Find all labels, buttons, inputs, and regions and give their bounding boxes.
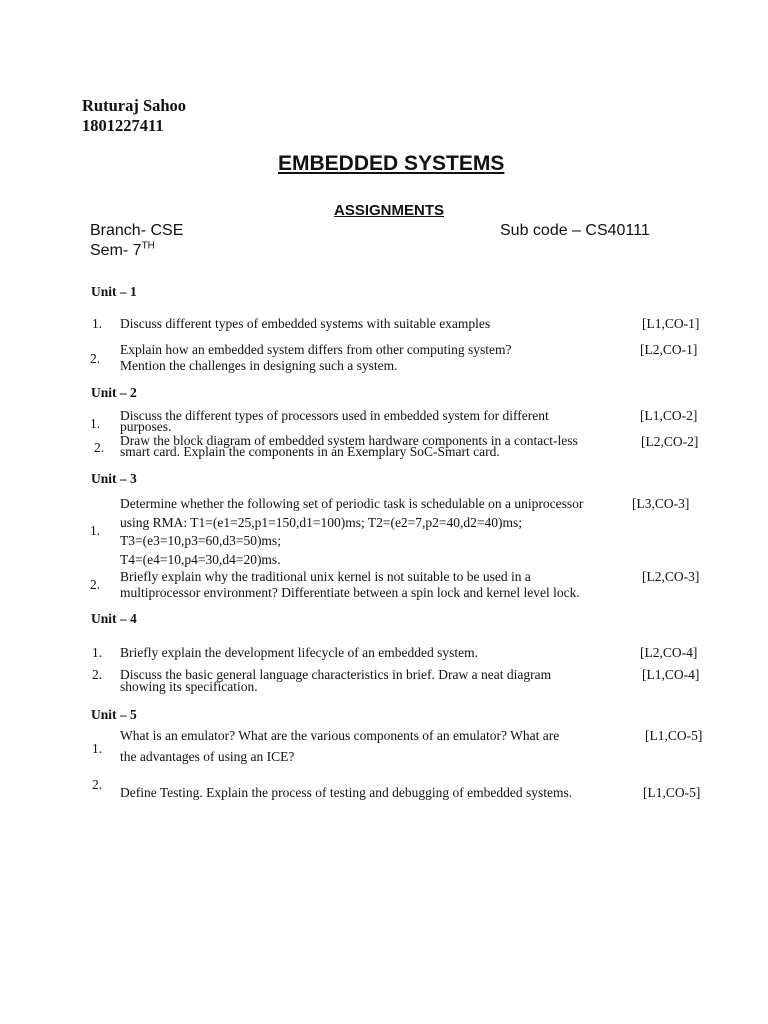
question-tag: [L1,CO-5] [643, 785, 701, 800]
question-text: Draw the block diagram of embedded system hardware components in a contact-less [120, 433, 578, 448]
question-tag: [L1,CO-2] [640, 408, 698, 423]
question-text: purposes. [120, 419, 172, 434]
question-number: 2. [94, 440, 105, 455]
question-tag: [L1,CO-5] [645, 728, 703, 743]
question-number: 2. [90, 351, 101, 366]
question-number: 2. [90, 577, 101, 592]
question-text: Discuss different types of embedded systems with suitable examples [120, 316, 491, 331]
question-tag: [L1,CO-4] [642, 667, 700, 682]
question-text: Briefly explain why the traditional unix kernel is not suitable to be used in a [120, 569, 531, 584]
subject-code: Sub code – CS40111 [500, 222, 650, 239]
question-text: Define Testing. Explain the process of testing and debugging of embedded systems. [120, 785, 573, 800]
unit-heading: Unit – 2 [91, 385, 137, 400]
question-text: multiprocessor environment? Differentiate between a spin lock and kernel level lock. [120, 585, 580, 600]
question-text: T3=(e3=10,p3=60,d3=50)ms; [120, 533, 281, 548]
question-number: 1. [92, 741, 103, 756]
question-number: 1. [92, 645, 103, 660]
question-tag: [L1,CO-1] [642, 316, 700, 331]
question-number: 1. [90, 416, 101, 431]
question-text: the advantages of using an ICE? [120, 749, 295, 764]
question-text: Mention the challenges in designing such a system. [120, 358, 398, 373]
question-tag: [L2,CO-2] [641, 434, 699, 449]
question-text: T4=(e4=10,p4=30,d4=20)ms. [120, 552, 281, 567]
question-text: Determine whether the following set of periodic task is schedulable on a uniprocessor [120, 496, 584, 511]
semester-superscript: TH [141, 240, 155, 252]
document-subtitle: ASSIGNMENTS [334, 202, 445, 219]
question-number: 2. [92, 777, 103, 792]
semester-text: Sem- 7 [90, 242, 142, 259]
question-tag: [L3,CO-3] [632, 496, 690, 511]
question-number: 1. [92, 316, 103, 331]
question-text: using RMA: T1=(e1=25,p1=150,d1=100)ms; T2=(e2=7,p2=40,d2=40)ms; [120, 515, 523, 530]
question-tag: [L2,CO-3] [642, 569, 700, 584]
unit-heading: Unit – 4 [91, 611, 137, 626]
question-tag: [L2,CO-1] [640, 342, 698, 357]
question-number: 1. [90, 523, 101, 538]
question-text: Discuss the different types of processors used in embedded system for different [120, 408, 549, 423]
unit-heading: Unit – 1 [91, 284, 137, 299]
question-text: smart card. Explain the components in an Exemplary SoC-Smart card. [120, 444, 500, 459]
document-title: EMBEDDED SYSTEMS [278, 152, 505, 175]
branch-label: Branch- CSE [90, 222, 184, 239]
question-text: Discuss the basic general language characteristics in brief. Draw a neat diagram [120, 667, 552, 682]
question-text: Briefly explain the development lifecycle of an embedded system. [120, 645, 479, 660]
student-roll-number: 1801227411 [82, 116, 164, 135]
student-name: Ruturaj Sahoo [82, 96, 187, 115]
question-text: Explain how an embedded system differs from other computing system? [120, 342, 512, 357]
question-text: showing its specification. [120, 679, 258, 694]
question-text: What is an emulator? What are the various components of an emulator? What are [120, 728, 560, 743]
question-number: 2. [92, 667, 103, 682]
semester-label [90, 242, 155, 260]
question-tag: [L2,CO-4] [640, 645, 698, 660]
unit-heading: Unit – 5 [91, 707, 137, 722]
unit-heading: Unit – 3 [91, 471, 137, 486]
